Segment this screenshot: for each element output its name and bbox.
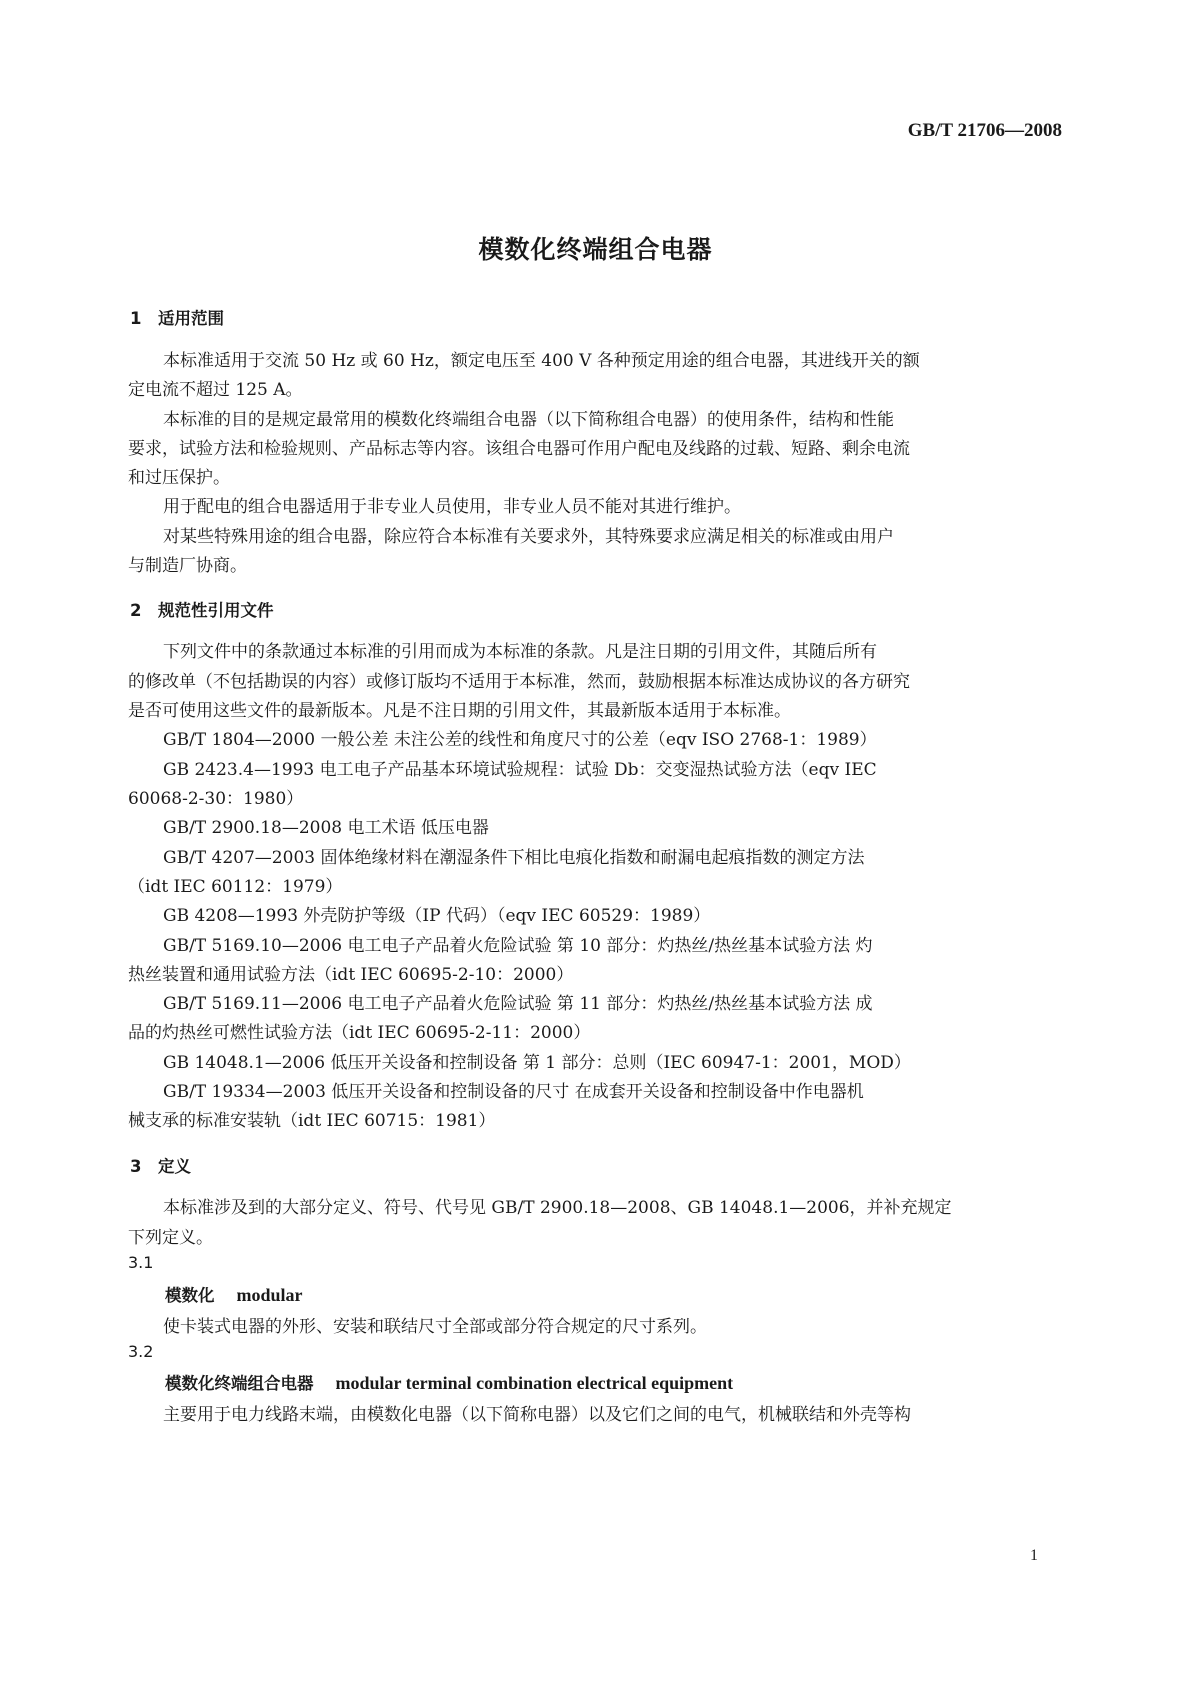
reference-entry-cont: 品的灼热丝可燃性试验方法（idt IEC 60695-2-11：2000） [128, 1023, 591, 1043]
section-2-title: 规范性引用文件 [158, 601, 274, 620]
paragraph-line: 定电流不超过 125 A。 [128, 380, 303, 400]
paragraph-line: 对某些特殊用途的组合电器，除应符合本标准有关要求外，其特殊要求应满足相关的标准或由用户 [163, 527, 894, 547]
paragraph-line: 是否可使用这些文件的最新版本。凡是不注日期的引用文件，其最新版本适用于本标准。 [128, 701, 791, 721]
term-en: modular [236, 1285, 303, 1305]
reference-entry: GB 4208—1993 外壳防护等级（IP 代码）（eqv IEC 60529：1989） [163, 906, 711, 926]
paragraph-line: 本标准的目的是规定最常用的模数化终端组合电器（以下简称组合电器）的使用条件，结构和性能 [163, 410, 894, 430]
reference-entry: GB/T 19334—2003 低压开关设备和控制设备的尺寸 在成套开关设备和控制设备中作电器机 [163, 1082, 864, 1102]
paragraph-line: 下列文件中的条款通过本标准的引用而成为本标准的条款。凡是注日期的引用文件，其随后所有 [163, 642, 877, 662]
section-2-heading [130, 597, 274, 621]
clause-3-1-definition: 使卡装式电器的外形、安装和联结尺寸全部或部分符合规定的尺寸系列。 [163, 1317, 707, 1337]
reference-entry-cont: （idt IEC 60112：1979） [128, 877, 343, 897]
paragraph-line: 与制造厂协商。 [128, 556, 247, 576]
reference-entry-cont: 热丝装置和通用试验方法（idt IEC 60695-2-10：2000） [128, 965, 574, 985]
section-1-number: 1 [130, 309, 142, 328]
reference-entry: GB/T 5169.10—2006 电工电子产品着火危险试验 第 10 部分：灼热丝/热丝基本试验方法 灼 [163, 936, 873, 956]
term-zh: 模数化 [165, 1286, 215, 1305]
clause-3-2-term [165, 1370, 733, 1394]
clause-3-1-number: 3.1 [128, 1253, 154, 1272]
paragraph-line: 和过压保护。 [128, 468, 230, 488]
term-zh: 模数化终端组合电器 [165, 1374, 314, 1393]
section-3-title: 定义 [158, 1157, 191, 1176]
reference-entry: GB 2423.4—1993 电工电子产品基本环境试验规程：试验 Db：交变湿热试验方法（eqv IEC [163, 760, 877, 780]
reference-entry-cont: 械支承的标准安装轨（idt IEC 60715：1981） [128, 1111, 496, 1131]
section-3-number: 3 [130, 1157, 142, 1176]
paragraph-line: 下列定义。 [128, 1228, 213, 1248]
clause-3-2-number: 3.2 [128, 1342, 154, 1361]
reference-entry: GB/T 4207—2003 固体绝缘材料在潮湿条件下相比电痕化指数和耐漏电起痕指数的测定方法 [163, 848, 865, 868]
section-3-heading [130, 1153, 191, 1177]
reference-entry: GB/T 2900.18—2008 电工术语 低压电器 [163, 818, 489, 838]
document-title: 模数化终端组合电器 [478, 235, 713, 264]
clause-3-1-term [165, 1282, 303, 1306]
paragraph-line: 的修改单（不包括勘误的内容）或修订版均不适用于本标准，然而，鼓励根据本标准达成协议的各方研究 [128, 672, 910, 692]
clause-3-2-definition: 主要用于电力线路末端，由模数化电器（以下简称电器）以及它们之间的电气，机械联结和外壳等构 [163, 1405, 911, 1425]
section-1-title: 适用范围 [158, 309, 224, 328]
paragraph-line: 本标准适用于交流 50 Hz 或 60 Hz，额定电压至 400 V 各种预定用途的组合电器，其进线开关的额 [163, 351, 920, 371]
paragraph-line: 本标准涉及到的大部分定义、符号、代号见 GB/T 2900.18—2008、GB 14048.1—2006，并补充规定 [163, 1198, 952, 1218]
term-en: modular terminal combination electrical equipment [335, 1373, 734, 1393]
paragraph-line: 用于配电的组合电器适用于非专业人员使用，非专业人员不能对其进行维护。 [163, 497, 741, 517]
paragraph-line: 要求，试验方法和检验规则、产品标志等内容。该组合电器可作用户配电及线路的过载、短路、剩余电流 [128, 439, 910, 459]
reference-entry: GB/T 5169.11—2006 电工电子产品着火危险试验 第 11 部分：灼热丝/热丝基本试验方法 成 [163, 994, 873, 1014]
page-number: 1 [1030, 1547, 1038, 1564]
section-2-number: 2 [130, 601, 142, 620]
reference-entry-cont: 60068-2-30：1980） [128, 789, 304, 809]
section-1-heading [130, 305, 224, 329]
standard-code: GB/T 21706—2008 [907, 120, 1062, 141]
reference-entry: GB/T 1804—2000 一般公差 未注公差的线性和角度尺寸的公差（eqv ISO 2768-1：1989） [163, 730, 877, 750]
reference-entry: GB 14048.1—2006 低压开关设备和控制设备 第 1 部分：总则（IEC 60947-1：2001，MOD） [163, 1053, 911, 1073]
